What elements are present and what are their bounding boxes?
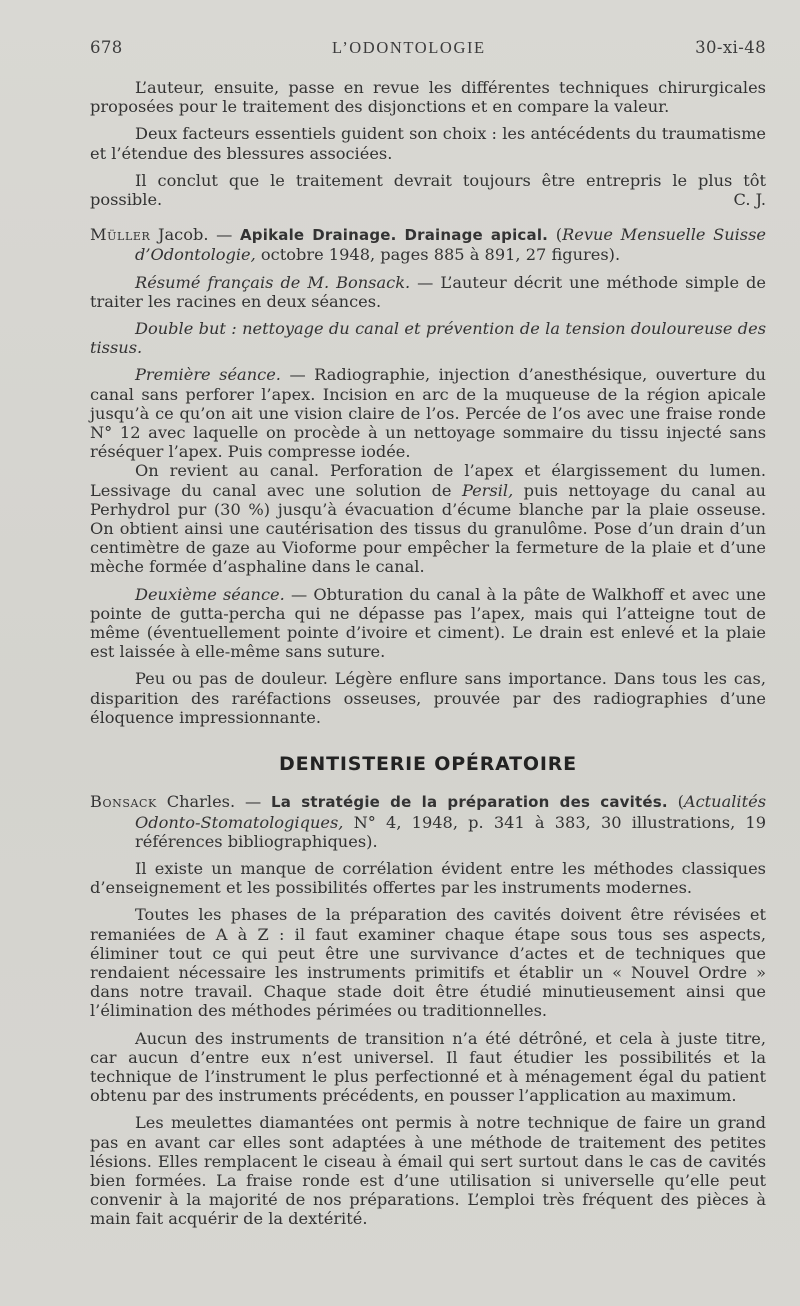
article3-dash: — xyxy=(235,792,272,812)
article2-dash: — xyxy=(208,225,240,245)
article2-author-first: Jacob. xyxy=(158,225,209,245)
article2-author: Müller xyxy=(90,225,151,245)
page-content xyxy=(90,78,766,1229)
article3-citation xyxy=(90,792,766,851)
article1-signature: C. J. xyxy=(733,190,766,210)
article3-paragraph-1: Il existe un manque de corrélation évident entre les méthodes classiques d’enseignement et les possibilités offertes par les instruments modernes. xyxy=(90,858,766,898)
article2-canal-paragraph xyxy=(90,461,766,576)
article3-paragraph-3: Aucun des instruments de transition n’a été détrôné, et cela à juste titre, car aucun d’entre eux n’est universel. Il faut étudier les possibilités et la technique de l’instrument le plus perfectionné et à ménagement égal du patient obtenu par des instruments précédents, en pousser l’application au maximum. xyxy=(90,1028,766,1106)
section-heading: DENTISTERIE OPÉRATOIRE xyxy=(279,753,577,776)
article3-author-first: Charles. xyxy=(166,792,236,812)
article2-summary-text: — L’auteur décrit une méthode simple de traiter les racines en deux séances. xyxy=(90,272,766,311)
article3-journal: Actualités Odonto-Stomatologiques, xyxy=(135,792,767,832)
article1-paragraph-3 xyxy=(90,171,766,209)
article2-canal-text-1: On revient au canal. Perforation de l’apex et élargissement du lumen. Lessivage du canal avec une solution de xyxy=(90,461,766,500)
page-header xyxy=(90,38,766,78)
article2-canal-text-2: puis nettoyage du canal au Perhydrol pur (30 %) jusqu’à évacuation d’écume blanche par la plaie osseuse. On obtient ainsi une cautérisation des tissus du granulôme. Pose d’un drain d’un centimètre de gaze au Vioforme pour empêcher la fermeture de la plaie et d’une mèche formée d’asphaline dans le canal. xyxy=(90,480,766,577)
article2-citation xyxy=(90,225,766,264)
article2-seance1-label: Première séance. xyxy=(135,365,281,385)
article1-paragraph-1: L’auteur, ensuite, passe en revue les différentes techniques chirurgicales proposées pour le traitement des disjonctions et en compare la valeur. xyxy=(90,78,766,117)
article2-ref-rest: octobre 1948, pages 885 à 891, 27 figures). xyxy=(255,245,621,265)
article3-author: Bonsack xyxy=(90,792,157,812)
article2-title: Apikale Drainage. Drainage apical. xyxy=(240,226,549,245)
article2-journal: Revue Mensuelle Suisse d’Odontologie, xyxy=(135,225,766,265)
article2-seance1-text: — Radiographie, injection d’anesthésique, ouverture du canal sans perforer l’apex. Incision en arc de la muqueuse de la région apicale jusqu’à ce qu’on ait une vision claire de l’os. Percée de l’os avec une fraise ronde N° 12 avec laquelle on procède à un nettoyage sommaire du tissu injecté sans réséquer l’apex. Puis compresse iodée. xyxy=(90,365,766,462)
article3-ref-open: ( xyxy=(667,792,684,812)
page-number: 678 xyxy=(90,38,123,57)
article2-summary-label: Résumé français de M. Bonsack. xyxy=(135,272,411,292)
article2-douleur: Peu ou pas de douleur. Légère enflure sans importance. Dans tous les cas, disparition des raréfactions osseuses, prouvée par des radiographies d’une éloquence impressionnante. xyxy=(90,669,766,727)
issue-date: 30-xi-48 xyxy=(695,38,766,57)
article1-paragraph-2: Deux facteurs essentiels guident son choix : les antécédents du traumatisme et l’étendue des blessures associées. xyxy=(90,124,766,163)
article2-seance2-label: Deuxième séance. xyxy=(135,584,285,604)
article3-ref-rest: N° 4, 1948, p. 341 à 383, 30 illustrations, 19 références bibliographiques). xyxy=(135,812,766,851)
article2-seance2-text: — Obturation du canal à la pâte de Walkhoff et avec une pointe de gutta-percha qui ne dépasse pas l’apex, mais qui l’atteigne tout de même (éventuellement pointe d’ivoire et ciment). Le drain est enlevé et la plaie est laissée à elle-même sans suture. xyxy=(90,584,766,662)
article2-seance1 xyxy=(90,365,766,461)
article2-seance2 xyxy=(90,585,766,662)
journal-title: L’ODONTOLOGIE xyxy=(332,38,486,57)
article2-summary xyxy=(90,273,766,311)
article2-ref-open: ( xyxy=(548,225,563,245)
article3-paragraph-2: Toutes les phases de la préparation des cavités doivent être révisées et remaniées de A à Z : il faut examiner chaque étape sous tous ses aspects, éliminer tout ce qui peut être une survivance d’actes et de techniques que rendaient nécessaire les instruments primitifs et établir un « Nouvel Ordre » dans notre travail. Chaque stade doit être étudié minutieusement ainsi que l’élimination des méthodes périmées ou traditionnelles. xyxy=(90,905,766,1021)
article2-persil: Persil, xyxy=(461,480,514,500)
article3-paragraph-4: Les meulettes diamantées ont permis à notre technique de faire un grand pas en avant car elles sont adaptées à une méthode de traitement des petites lésions. Elles remplacent le ciseau à émail qui sert surtout dans le cas de cavités bien formées. La fraise ronde est d’une utilisation si universelle qu’elle peut convenir à la majorité de nos préparations. L’emploi très fréquent des pièces à main fait acquérir de la dextérité. xyxy=(90,1113,766,1229)
article2-double-but: Double but : nettoyage du canal et prévention de la tension douloureuse des tissus. xyxy=(90,319,766,358)
article3-title: La stratégie de la préparation des cavités. xyxy=(271,793,668,812)
article1-paragraph-3-text: Il conclut que le traitement devrait toujours être entrepris le plus tôt possible. xyxy=(90,170,766,210)
